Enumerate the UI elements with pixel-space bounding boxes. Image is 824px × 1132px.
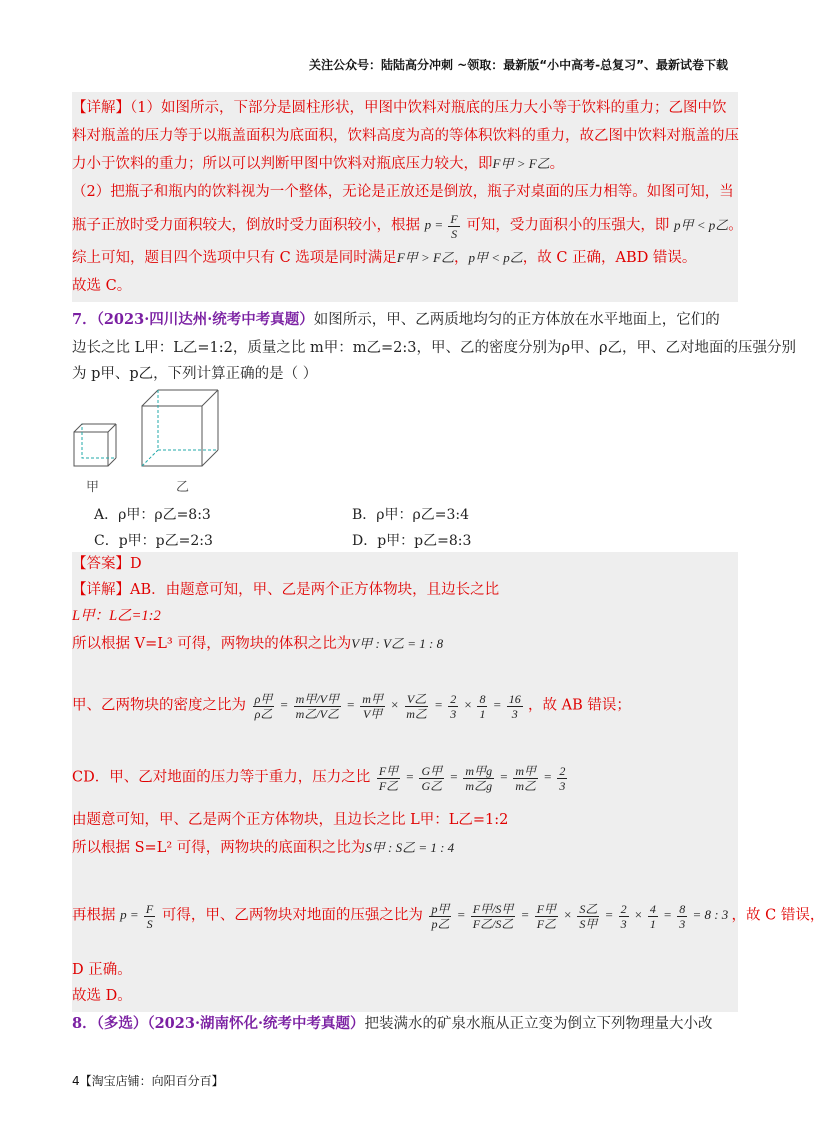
detail-text: 。: [549, 156, 565, 172]
question-source: （2023·湖南怀化·统考中考真题）: [147, 1015, 365, 1032]
question-source: （2023·四川达州·统考中考真题）: [96, 311, 314, 328]
detail-line: [72, 212, 743, 241]
density-ratio-formula: $\frac{\text{ρ甲}}{\text{ρ乙}}$ = $\frac{\text{m甲/V甲}}{\text{m乙/V乙}}$ = $\frac{\text{m甲}}{\text{V甲}}$ × $\frac{\text{V乙}}{\text{m乙}}$ = $\frac{2}{3}$ × $\frac{8}{1}$ = $\frac{16}{3}$: [254, 692, 521, 721]
detail-text: 所以根据 S=L² 可得，两物块的底面积之比为: [72, 840, 366, 856]
summary-line: [72, 248, 696, 268]
math-inline: V甲 : V乙 = 1 : 8: [351, 636, 444, 651]
detail-line: [72, 838, 454, 858]
math-inline: p甲 < p乙: [673, 217, 729, 233]
question-line: 为 p甲、p乙，下列计算正确的是（ ）: [72, 366, 318, 382]
detail-text: 瓶子正放时受力面积较大，倒放时受力面积较小，根据: [72, 217, 420, 234]
detail-text: 甲、乙两物块的密度之比为: [72, 697, 246, 714]
question-number: 8．: [72, 1015, 97, 1032]
detail-text: 所以根据 V=L³ 可得，两物块的体积之比为: [72, 636, 352, 652]
detail-text: ，: [453, 250, 469, 266]
force-line: [72, 764, 569, 793]
density-line: [72, 692, 631, 721]
question-line: 边长之比 L甲：L乙=1:2，质量之比 m甲：m乙=2:3，甲、乙的密度分别为ρ甲、ρ乙，甲、乙对地面的压强分别: [72, 340, 796, 356]
math-inline: F甲 > F乙: [492, 156, 550, 171]
detail-text: 力小于饮料的重力；所以可以判断甲图中饮料对瓶底压力较大，即: [72, 156, 493, 172]
figure-label-a: 甲: [86, 480, 100, 495]
answer-block-q7: [72, 552, 824, 1012]
detail-line: [72, 634, 443, 654]
pressure-ratio-formula: $\frac{\text{p甲}}{\text{p乙}}$ = $\frac{\text{F甲/S甲}}{\text{F乙/S乙}}$ = $\frac{\text{F甲}}{\text{F乙}}$ × $\frac{\text{S乙}}{\text{S甲}}$ = $\frac{2}{3}$ × $\frac{4}{1}$ = $\frac{8}{3}$ = 8 : 3: [431, 902, 732, 931]
detail-line: 【详解】AB．由题意可知，甲、乙是两个正方体物块，且边长之比: [72, 582, 500, 598]
page-header: 关注公众号：陆陆高分冲刺 ~领取：最新版“小中高考-总复习”、最新试卷下载: [309, 58, 728, 72]
option-b[interactable]: B．ρ甲：ρ乙=3:4: [352, 507, 470, 523]
question-8: [72, 1012, 738, 1042]
page-footer: 4【淘宝店铺：向阳百分百】: [72, 1074, 224, 1088]
option-a[interactable]: A．ρ甲：ρ乙=8:3: [94, 507, 211, 523]
question-7: [72, 306, 796, 556]
detail-text: 综上可知，题目四个选项中只有 C 选项是同时满足: [72, 250, 397, 266]
detail-line: [72, 154, 564, 174]
detail-block-q6: [72, 92, 743, 302]
detail-text: ，故 C 错误，: [731, 907, 824, 924]
figure-label-b: 乙: [176, 480, 190, 495]
option-d[interactable]: D．p甲：p乙=8:3: [352, 533, 472, 549]
detail-line: （2）把瓶子和瓶内的饮料视为一个整体，无论是正放还是倒放，瓶子对桌面的压力相等。如图可知，当: [72, 184, 734, 200]
detail-line: D 正确。: [72, 962, 132, 978]
question-line: [72, 310, 720, 330]
math-inline: F甲 > F乙: [396, 250, 454, 265]
detail-text: ，故 C 正确，ABD 错误。: [522, 250, 697, 266]
answer-line: 【答案】D: [72, 556, 142, 572]
force-ratio-formula: $\frac{\text{F甲}}{\text{F乙}}$ = $\frac{\text{G甲}}{\text{G乙}}$ = $\frac{\text{m甲g}}{\text{m乙g}}$ = $\frac{\text{m甲}}{\text{m乙}}$ = $\frac{2}{3}$: [378, 764, 566, 793]
option-c[interactable]: C．p甲：p乙=2:3: [94, 533, 213, 549]
pressure-line: [72, 902, 824, 931]
detail-line: 【详解】（1）如图所示，下部分是圆柱形状，甲图中饮料对瓶底的压力大小等于饮料的重力；乙图中饮: [72, 100, 727, 116]
detail-text: 。: [728, 217, 743, 234]
question-number: 7．: [72, 311, 97, 328]
detail-line: L甲：L乙=1:2: [72, 608, 161, 624]
math-inline: S甲 : S乙 = 1 : 4: [365, 840, 455, 855]
cube-figure: [72, 388, 272, 498]
choose-line: 故选 D。: [72, 988, 132, 1004]
question-line: [72, 1014, 713, 1034]
detail-text: CD．甲、乙对地面的压力等于重力，压力之比: [72, 769, 371, 786]
large-cube: [142, 390, 218, 466]
question-text: 如图所示，甲、乙两质地均匀的正方体放在水平地面上，它们的: [313, 312, 720, 328]
formula-p-equals-f-over-s: p = $\frac{F}{S}$: [424, 212, 458, 241]
detail-text: ，故 AB 错误；: [528, 697, 631, 714]
question-tag: （多选）: [96, 1015, 148, 1032]
detail-line: 由题意可知，甲、乙是两个正方体物块，且边长之比 L甲：L乙=1:2: [72, 812, 509, 828]
detail-text: 再根据: [72, 907, 116, 924]
detail-line: 料对瓶盖的压力等于以瓶盖面积为底面积，饮料高度为高的等体积饮料的重力，故乙图中饮料对瓶盖的压: [72, 128, 739, 144]
formula-p-equals-f-over-s: p = $\frac{F}{S}$: [120, 902, 154, 931]
detail-text: 可知，受力面积小的压强大，即: [466, 217, 670, 234]
choose-line: 故选 C。: [72, 278, 132, 294]
question-text: 把装满水的矿泉水瓶从正立变为倒立下列物理量大小改: [364, 1016, 713, 1032]
math-inline: p甲 < p乙: [468, 250, 523, 265]
detail-text: 可得，甲、乙两物块对地面的压强之比为: [161, 907, 423, 924]
small-cube: [74, 424, 116, 466]
